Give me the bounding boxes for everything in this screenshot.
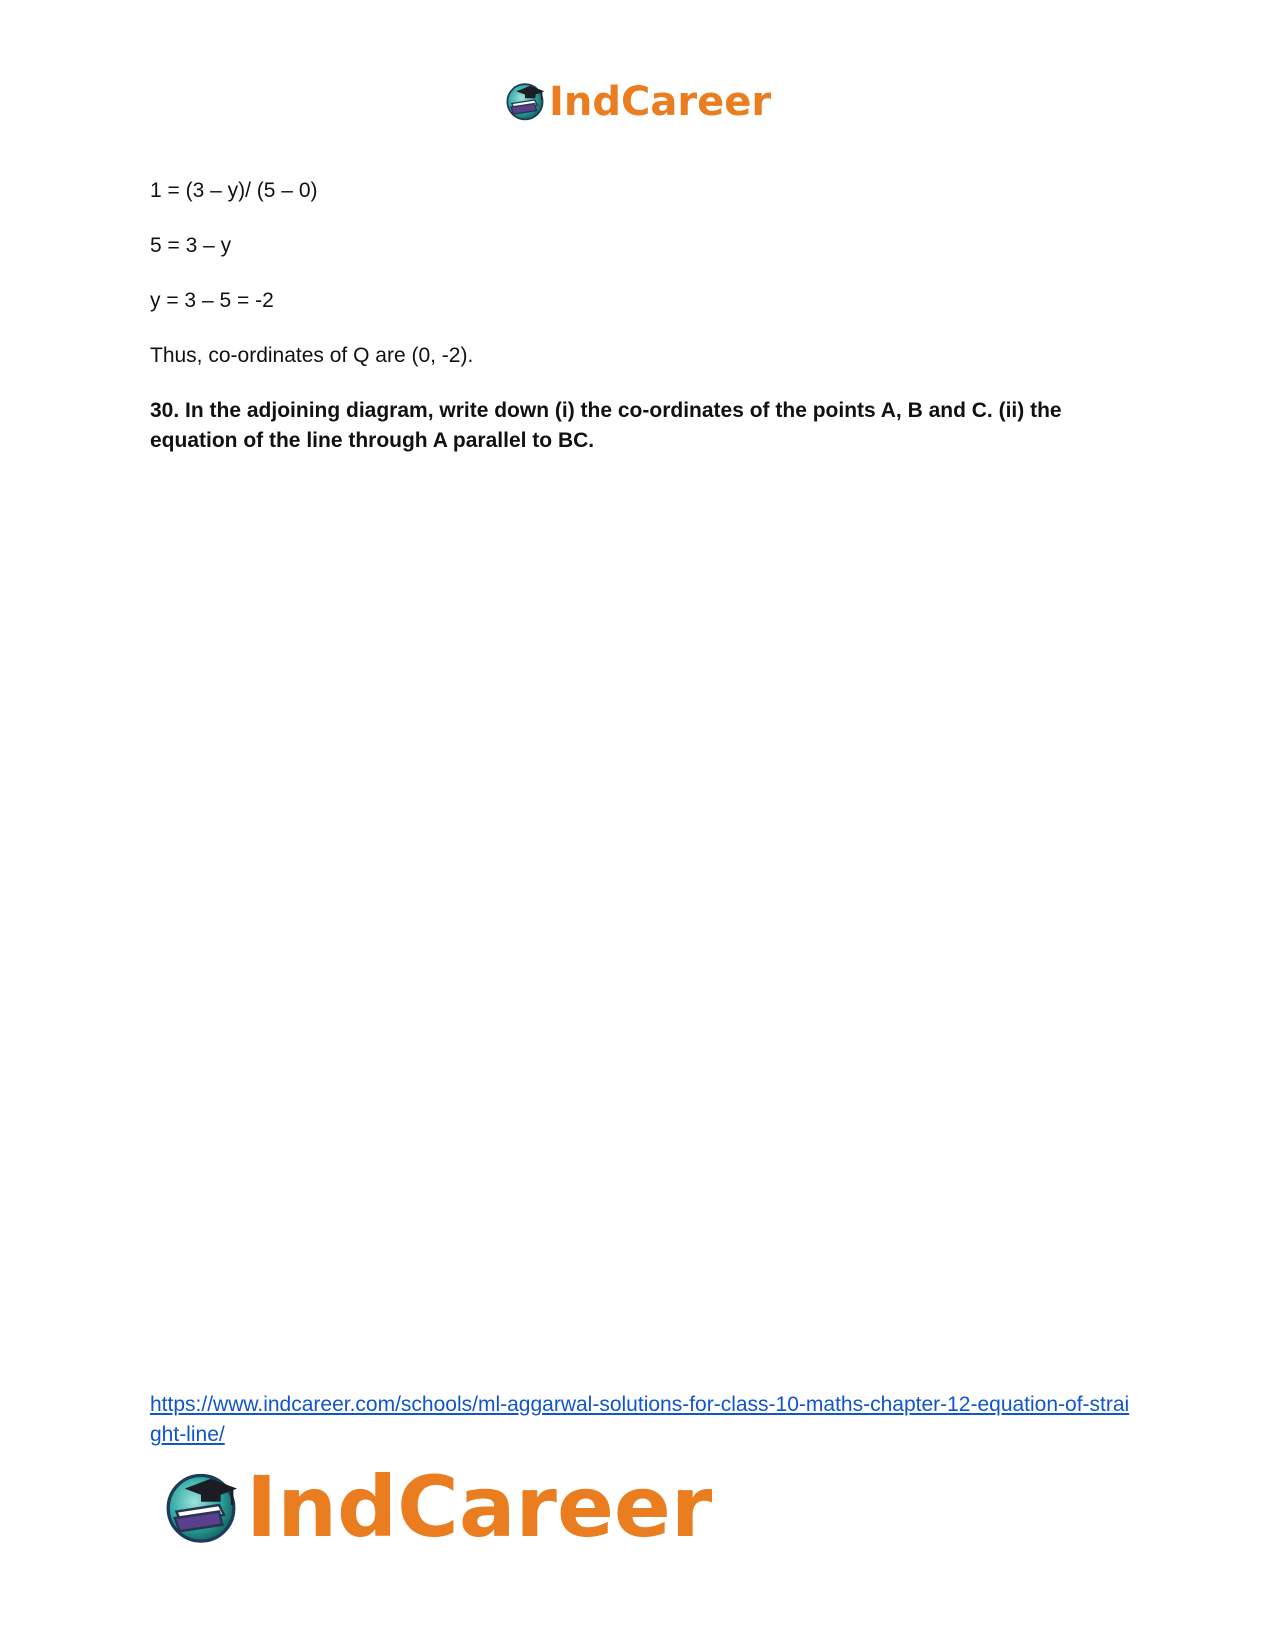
globe-with-graduation-cap-and-books-icon: [160, 1464, 242, 1551]
document-body: [150, 176, 1130, 456]
footer-logo: [160, 1458, 713, 1556]
logo-wordmark: IndCareer: [246, 1458, 713, 1556]
source-link[interactable]: https://www.indcareer.com/schools/ml-aggarwal-solutions-for-class-10-maths-chapter-12-equation-of-straight-line/: [150, 1393, 1130, 1446]
question-30: 30. In the adjoining diagram, write down (i) the co-ordinates of the points A, B and C. (ii) the equation of the line through A parallel to BC.: [150, 399, 1062, 452]
header-logo: [503, 78, 771, 126]
solution-conclusion: Thus, co-ordinates of Q are (0, -2).: [150, 344, 474, 367]
solution-line-2: 5 = 3 – y: [150, 234, 232, 257]
logo-wordmark: IndCareer: [549, 79, 772, 125]
globe-with-graduation-cap-and-books-icon: [503, 78, 547, 127]
solution-line-1: 1 = (3 – y)/ (5 – 0): [150, 179, 318, 202]
solution-line-3: y = 3 – 5 = -2: [150, 289, 274, 312]
